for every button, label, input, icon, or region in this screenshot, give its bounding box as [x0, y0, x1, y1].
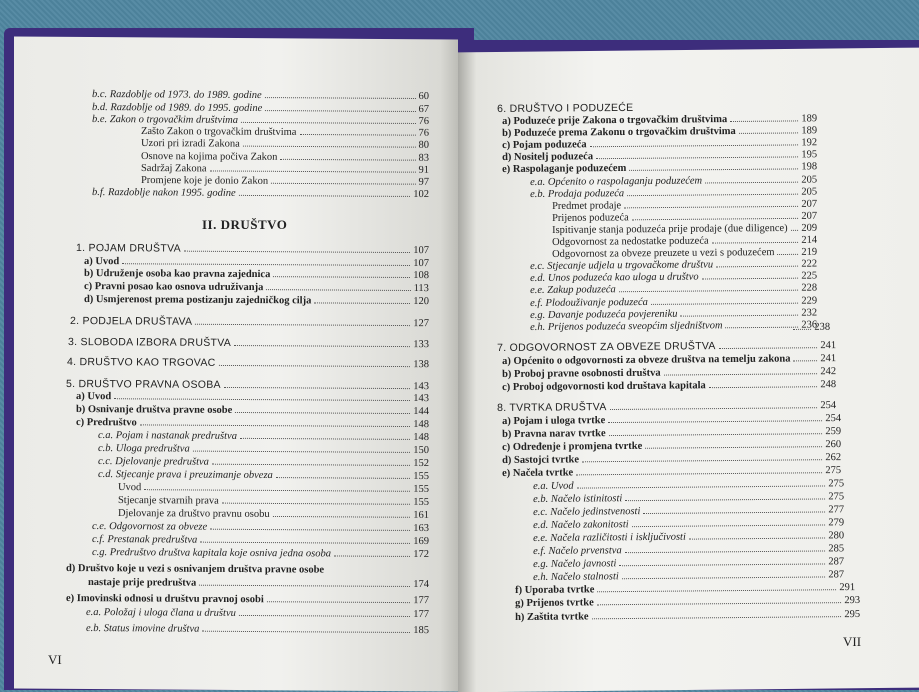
- dot-leader: [610, 407, 818, 410]
- toc-entry-title: c.b. Uloga predruštva: [97, 442, 190, 455]
- toc-page-number: 198: [801, 161, 818, 173]
- dot-leader: [576, 472, 822, 475]
- toc-page-number: 133: [413, 339, 429, 351]
- toc-page-number: 291: [839, 582, 856, 594]
- toc-entry-title: f) Uporaba tvrtke: [515, 584, 595, 596]
- dot-leader: [265, 97, 416, 99]
- toc-entry-title: Stjecanje stvarnih prava: [117, 494, 219, 507]
- toc-entry: [92, 186, 429, 201]
- dot-leader: [622, 576, 826, 579]
- toc-entry-title: Osnove na kojima počiva Zakon: [140, 150, 278, 163]
- toc-page-number: 169: [413, 535, 429, 548]
- dot-leader: [276, 477, 410, 479]
- toc-entry-title: e) Načela tvrtke: [502, 467, 574, 479]
- toc-entry-title: Uzori pri izradi Zakona: [140, 137, 240, 150]
- dot-leader: [314, 302, 410, 304]
- toc-page-number: 241: [820, 340, 837, 352]
- dot-leader: [235, 412, 410, 414]
- toc-page-number: 229: [801, 295, 818, 307]
- toc-entry-title: c) Proboj odgovornosti kod društava kapitala: [502, 380, 706, 393]
- toc-entry-title: Odgovornost za obveze preuzete u vezi s poduzećem: [552, 247, 775, 260]
- dot-leader: [739, 132, 799, 134]
- toc-entry-title: Djelovanje za društvo pravnu osobu: [117, 507, 270, 520]
- toc-page-number: 152: [413, 457, 429, 470]
- toc-entry-title: Sadržaj Zakona: [140, 162, 207, 175]
- dot-leader: [266, 289, 410, 291]
- toc-entry-title: d) Sastojci tvrtke: [502, 454, 580, 466]
- toc-page-number: 242: [820, 366, 837, 378]
- toc-page-number: 76: [418, 115, 429, 128]
- dot-leader: [267, 601, 410, 603]
- dot-leader: [202, 631, 410, 633]
- toc-entry-title: d) Usmjerenost prema postizanju zajedničkog cilja: [83, 293, 312, 307]
- toc-page-number: 207: [801, 198, 818, 210]
- toc-page-number: 248: [820, 379, 837, 391]
- toc-page-number: 195: [801, 149, 818, 161]
- toc-page-number: 83: [418, 152, 429, 164]
- toc-page-number: 163: [413, 522, 429, 535]
- dot-leader: [730, 120, 798, 122]
- toc-entry-title: e.e. Načela različitosti i isključivosti: [533, 531, 686, 544]
- toc-page-number: 287: [828, 556, 845, 568]
- dot-leader: [726, 327, 799, 329]
- toc-page-number: 280: [828, 530, 845, 542]
- toc-page-number: 143: [413, 381, 429, 393]
- toc-page-number: 254: [820, 400, 837, 412]
- toc-page-number: 107: [413, 245, 429, 257]
- toc-page-number: 219: [801, 246, 818, 258]
- toc-entry-title: e.h. Prijenos poduzeća sveopćim sljedništvom: [530, 320, 723, 333]
- toc-entry-title: e.h. Načelo stalnosti: [533, 571, 619, 583]
- toc-page-number: 127: [413, 318, 429, 330]
- toc-entry-title: a) Pojam i uloga tvrtke: [502, 415, 606, 427]
- toc-page-number: 172: [413, 548, 429, 561]
- toc-entry-title: b) Osnivanje društva pravne osobe: [75, 403, 233, 416]
- dot-leader: [664, 373, 818, 375]
- toc-page-number: 113: [413, 283, 429, 295]
- toc-entry-title: b) Poduzeće prema Zakonu o trgovačkim društvima: [502, 125, 736, 139]
- toc-page-number: 205: [801, 186, 818, 198]
- toc-page-number: 214: [801, 234, 818, 246]
- toc-page-number: 150: [413, 444, 429, 457]
- right-page-folio: VII: [843, 634, 862, 649]
- toc-entry: [67, 356, 429, 371]
- dot-leader: [632, 218, 799, 220]
- toc-page-number: 120: [413, 296, 429, 308]
- dot-leader: [224, 387, 410, 389]
- toc-page-number: 295: [844, 608, 861, 621]
- toc-entry: [530, 318, 817, 334]
- dot-leader: [140, 424, 411, 427]
- toc-page-number: 102: [413, 188, 429, 201]
- toc-entry-title: a) Općenito o odgovornosti za obveze društva na temelju zakona: [502, 353, 791, 367]
- toc-entry-title: c.c. Djelovanje predruštva: [97, 455, 209, 468]
- toc-entry: [88, 576, 429, 591]
- toc-entry-title: Promjene koje je donio Zakon: [140, 174, 269, 187]
- dot-leader: [596, 156, 798, 159]
- toc-page-number: 241: [820, 353, 837, 365]
- toc-entry-title: Zašto Zakon o trgovačkim društvima: [140, 125, 297, 138]
- dot-leader: [592, 616, 842, 619]
- toc-page-number: 67: [418, 103, 429, 116]
- toc-page-number: 138: [413, 359, 429, 371]
- dot-leader: [689, 537, 825, 539]
- toc-page-number: 225: [801, 270, 818, 282]
- dot-leader: [597, 602, 842, 605]
- toc-page-number: 205: [801, 174, 818, 186]
- dot-leader: [625, 550, 826, 553]
- toc-page-number: 192: [801, 137, 818, 149]
- dot-leader: [705, 182, 798, 184]
- toc-page-number: 148: [413, 419, 429, 431]
- toc-page-number: 174: [413, 578, 429, 591]
- dot-leader: [212, 464, 410, 466]
- toc-page-number: 144: [413, 406, 429, 418]
- dot-leader: [210, 170, 416, 172]
- toc-entry-title: e.a. Uvod: [533, 480, 574, 492]
- toc-entry-title: a) Uvod: [83, 255, 120, 268]
- toc-entry: [92, 546, 429, 561]
- toc-page-number: 185: [413, 624, 429, 637]
- toc-page-number: 155: [413, 470, 429, 483]
- toc-entry-title: e.d. Načelo zakonitosti: [533, 519, 629, 531]
- toc-entry-title: e.g. Načelo javnosti: [533, 558, 617, 570]
- toc-page-number: 209: [801, 222, 818, 234]
- toc-entry-title: c) Predruštvo: [75, 416, 137, 429]
- toc-page-number: 108: [413, 270, 429, 282]
- toc-page-number: 155: [413, 483, 429, 495]
- dot-leader: [222, 503, 410, 505]
- dot-leader: [273, 516, 411, 518]
- toc-page-number: 279: [828, 517, 845, 529]
- toc-page-number: 207: [801, 210, 818, 222]
- toc-entry-title: Ispitivanje stanja poduzeća prije prodaje (due diligence): [552, 222, 788, 236]
- dot-leader: [712, 242, 799, 244]
- toc-page-number: 222: [801, 258, 818, 270]
- toc-entry-title: e) Imovinski odnosi u društvu pravnoj osobi: [65, 593, 264, 606]
- toc-entry-title: e.b. Načelo istinitosti: [533, 493, 623, 505]
- dot-leader: [122, 263, 410, 266]
- dot-leader: [625, 498, 825, 501]
- dot-leader: [114, 398, 410, 401]
- toc-entry: [84, 293, 429, 308]
- dot-leader: [200, 542, 410, 544]
- toc-entry-title: Uvod: [117, 481, 142, 494]
- dot-leader: [632, 524, 826, 527]
- toc-page-number: 238: [814, 321, 831, 333]
- toc-page-number: 60: [418, 90, 429, 103]
- toc-page-number: 285: [828, 543, 845, 555]
- dot-leader: [624, 206, 798, 209]
- toc-page-number: 143: [413, 393, 429, 405]
- dot-leader: [243, 146, 416, 148]
- dot-leader: [627, 194, 798, 196]
- toc-entry-title: e.f. Načelo prvenstva: [533, 545, 622, 557]
- toc-page-number: 293: [844, 594, 861, 607]
- toc-entry-title: g) Prijenos tvrtke: [515, 597, 594, 609]
- toc-entry-title: 8. TVRTKA DRUŠTVA: [497, 401, 607, 414]
- dot-leader: [629, 168, 798, 170]
- toc-page-number: 275: [828, 491, 845, 503]
- dot-leader: [193, 451, 410, 453]
- toc-entry: [86, 606, 429, 621]
- toc-page-number: 228: [801, 282, 818, 294]
- toc-entry: [68, 336, 429, 351]
- dot-leader: [793, 329, 811, 330]
- toc-entry-title: 5. DRUŠTVO PRAVNA OSOBA: [65, 378, 221, 391]
- dot-leader: [210, 529, 410, 531]
- toc-entry-title: e.e. Zakup poduzeća: [530, 284, 616, 296]
- toc-entry-title: b.f. Razdoblje nakon 1995. godine: [91, 186, 236, 199]
- toc-page-number: 107: [413, 258, 429, 270]
- toc-page-number: 97: [418, 176, 429, 188]
- dot-leader: [577, 485, 826, 488]
- dot-leader: [608, 420, 822, 423]
- toc-entry-title: b.d. Razdoblje od 1989. do 1995. godine: [91, 101, 263, 115]
- toc-entry: [86, 622, 429, 637]
- toc-page-number: 189: [801, 125, 818, 137]
- toc-entry-title: c) Određenje i promjena tvrtke: [502, 440, 643, 453]
- dot-leader: [791, 230, 799, 231]
- toc-entry-title: d) Društvo koje u vezi s osnivanjem društva pravne osobe: [65, 563, 325, 576]
- toc-entry: [70, 315, 429, 330]
- toc-entry-title: 2. PODJELA DRUŠTAVA: [69, 315, 193, 328]
- toc-entry-title: b) Proboj pravne osobnosti društva: [502, 367, 661, 380]
- toc-entry-title: e.c. Načelo jedinstvenosti: [533, 506, 641, 518]
- section-heading: II. DRUŠTVO: [202, 217, 288, 232]
- dot-leader: [719, 347, 818, 349]
- toc-entry: [66, 562, 429, 577]
- toc-entry-title: e.g. Davanje poduzeća povjereniku: [530, 308, 678, 321]
- toc-entry-title: e) Raspolaganje poduzećem: [502, 162, 627, 175]
- toc-entry-title: c) Pojam poduzeća: [502, 139, 587, 151]
- dot-leader: [597, 589, 836, 592]
- dot-leader: [619, 563, 825, 566]
- dot-leader: [299, 134, 415, 136]
- dot-leader: [144, 489, 410, 492]
- dot-leader: [241, 122, 415, 124]
- toc-page-number: 148: [413, 431, 429, 444]
- toc-entry-title: 1. POJAM DRUŠTVA: [75, 242, 181, 255]
- dot-leader: [239, 195, 410, 197]
- toc-page-number: 232: [801, 307, 818, 319]
- dot-leader: [794, 360, 818, 361]
- toc-entry-title: e.b. Status imovine društva: [85, 623, 200, 635]
- dot-leader: [709, 386, 818, 388]
- dot-leader: [184, 251, 410, 253]
- toc-entry-title: Prijenos poduzeća: [552, 212, 629, 224]
- toc-page-number: 260: [825, 439, 842, 451]
- toc-entry-title: d) Nositelj poduzeća: [502, 151, 594, 163]
- dot-leader: [265, 110, 415, 112]
- toc-page-number: 236: [801, 319, 818, 331]
- toc-entry-title: Predmet prodaje: [552, 200, 622, 212]
- toc-entry-title: Odgovornost za nedostatke poduzeća: [552, 235, 709, 248]
- toc-page-number: 259: [825, 426, 842, 438]
- toc-entry-title: e.a. Općenito o raspolaganju poduzećem: [530, 175, 703, 188]
- toc-page-number: 277: [828, 504, 845, 516]
- dot-leader: [219, 365, 411, 367]
- dot-leader: [609, 433, 823, 436]
- toc-entry-title: a) Poduzeće prije Zakona o trgovačkim društvima: [502, 114, 728, 127]
- toc-entry-title: c.d. Stjecanje prava i preuzimanje obveza: [97, 468, 273, 482]
- dot-leader: [681, 315, 799, 317]
- toc-page-number: 254: [825, 413, 842, 425]
- toc-entry-title: 6. DRUŠTVO I PODUZEĆE: [497, 101, 634, 115]
- toc-entry-title: 4. DRUŠTVO KAO TRGOVAC: [66, 356, 216, 369]
- toc-entry-title: c.a. Pojam i nastanak predruštva: [97, 429, 238, 442]
- toc-entry-title: 7. ODGOVORNOST ZA OBVEZE DRUŠTVA: [497, 340, 716, 354]
- dot-leader: [778, 254, 799, 255]
- dot-leader: [280, 159, 415, 161]
- toc-entry-title: c.f. Prestanak predruštva: [91, 534, 198, 546]
- dot-leader: [590, 144, 799, 147]
- dot-leader: [643, 511, 825, 514]
- toc-page-number: 177: [413, 595, 429, 607]
- toc-page-number: 76: [418, 127, 429, 139]
- toc-entry-title: e.a. Položaj i uloga člana u društvu: [85, 607, 236, 619]
- toc-page-number: 275: [825, 465, 842, 477]
- dot-leader: [651, 303, 798, 305]
- toc-entry-title: c.e. Odgovornost za obveze: [91, 521, 208, 533]
- toc-entry-title: b.c. Razdoblje od 1973. do 1989. godine: [91, 88, 262, 102]
- toc-entry: [66, 592, 429, 607]
- dot-leader: [645, 446, 822, 449]
- toc-page-number: 275: [828, 478, 845, 490]
- dot-leader: [234, 345, 410, 347]
- toc-entry-title: b) Pravna narav tvrtke: [502, 428, 606, 440]
- toc-page-number: 155: [413, 496, 429, 508]
- toc-entry-title: e.f. Plodouživanje poduzeća: [530, 296, 648, 309]
- dot-leader: [702, 278, 799, 280]
- dot-leader: [195, 324, 410, 326]
- toc-entry-title: c) Pravni posao kao osnova udruživanja: [83, 280, 264, 294]
- toc-entry-title: nastaje prije predruštva: [87, 577, 197, 589]
- toc-page-number: 262: [825, 452, 842, 464]
- toc-page-number: 91: [418, 164, 429, 176]
- dot-leader: [716, 266, 798, 268]
- dot-leader: [271, 183, 415, 185]
- dot-leader: [239, 615, 410, 617]
- toc-page-number: 161: [413, 509, 429, 521]
- toc-page-number: 287: [828, 569, 845, 581]
- toc-entry-title: a) Uvod: [75, 390, 112, 403]
- toc-page-number: 177: [413, 608, 429, 621]
- toc-entry-title: e.b. Prodaja poduzeća: [530, 188, 625, 200]
- toc-entry-title: e.d. Unos poduzeća kao uloga u društvo: [530, 271, 699, 284]
- dot-leader: [240, 438, 410, 440]
- toc-entry-title: c.g. Predruštvo društva kapitala koje osniva jedna osoba: [91, 547, 332, 560]
- toc-entry-title: 3. SLOBODA IZBORA DRUŠTVA: [67, 336, 232, 349]
- toc-entry-title: b) Udruženje osoba kao pravna zajednica: [83, 267, 271, 281]
- dot-leader: [582, 459, 822, 462]
- toc-page-number: 189: [801, 113, 818, 125]
- toc-entry-title: e.c. Stjecanje udjela u trgovačkome društvu: [530, 259, 714, 272]
- dot-leader: [334, 555, 410, 556]
- toc-entry-title: h) Zaštita tvrtke: [515, 611, 589, 623]
- dot-leader: [199, 585, 410, 587]
- dot-leader: [273, 276, 410, 278]
- toc-entry-title: b.e. Zakon o trgovačkim društvima: [91, 113, 239, 126]
- toc-entry: [790, 321, 830, 334]
- dot-leader: [619, 290, 799, 293]
- toc-page-number: 80: [418, 139, 429, 151]
- left-page-folio: VI: [48, 652, 62, 667]
